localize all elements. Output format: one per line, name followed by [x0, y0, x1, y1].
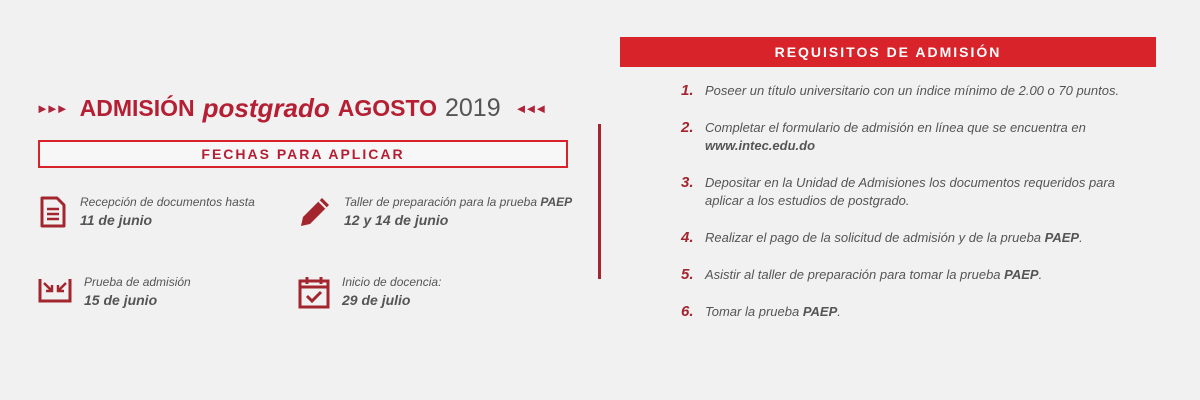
list-item	[681, 82, 1121, 100]
list-item-number: 5.	[681, 266, 694, 283]
vertical-divider	[598, 124, 601, 279]
pencil-icon	[298, 195, 332, 227]
date-item-prueba	[38, 275, 191, 308]
date-item-taller	[298, 195, 572, 228]
date-label: Inicio de docencia:	[342, 275, 442, 289]
date-value: 12 y 14 de junio	[344, 212, 449, 228]
list-item-number: 3.	[681, 174, 694, 191]
date-value: 11 de junio	[80, 212, 153, 228]
requisitos-header: REQUISITOS DE ADMISIÓN	[620, 37, 1156, 67]
list-item-number: 1.	[681, 82, 694, 99]
list-item	[681, 174, 1121, 210]
website-link: www.intec.edu.do	[705, 138, 816, 153]
fechas-para-aplicar-header: FECHAS PARA APLICAR	[38, 140, 568, 168]
left-arrows-icon: ◄◄◄	[514, 100, 545, 116]
list-item-text: Depositar en la Unidad de Admisiones los documentos requeridos para aplicar a los estudios de postgrado.	[705, 175, 1115, 208]
right-arrows-icon: ►►►	[36, 100, 66, 116]
date-value: 29 de julio	[342, 292, 411, 308]
list-item-text: Asistir al taller de preparación para tomar la prueba PAEP.	[705, 267, 1043, 282]
title-agosto: AGOSTO	[337, 94, 437, 121]
date-item-recepcion	[38, 195, 255, 229]
title-year: 2019	[444, 93, 501, 122]
date-label: Prueba de admisión	[84, 275, 191, 289]
title-admision: ADMISIÓN	[79, 94, 195, 121]
requisitos-list	[681, 82, 1121, 340]
list-item-number: 4.	[681, 229, 694, 246]
date-label: Recepción de documentos hasta	[80, 195, 255, 209]
list-item	[681, 119, 1121, 155]
list-item	[681, 229, 1121, 247]
list-item-number: 2.	[681, 119, 694, 136]
list-item-text: Completar el formulario de admisión en línea que se encuentra en www.intec.edu.do	[705, 120, 1086, 153]
calendar-check-icon	[298, 275, 330, 309]
date-value: 15 de junio	[84, 292, 158, 308]
document-icon	[38, 195, 68, 229]
list-item-number: 6.	[681, 303, 694, 320]
list-item	[681, 266, 1121, 284]
list-item	[681, 303, 1121, 321]
list-item-text: Realizar el pago de la solicitud de admisión y de la prueba PAEP.	[705, 230, 1083, 245]
collapse-arrows-icon	[38, 275, 72, 303]
title-postgrado: postgrado	[202, 92, 330, 123]
date-item-docencia	[298, 275, 441, 309]
admision-title	[36, 90, 576, 126]
list-item-text: Poseer un título universitario con un índice mínimo de 2.00 o 70 puntos.	[705, 83, 1120, 98]
date-label: Taller de preparación para la prueba PAEP	[344, 195, 573, 209]
list-item-text: Tomar la prueba PAEP.	[705, 304, 841, 319]
